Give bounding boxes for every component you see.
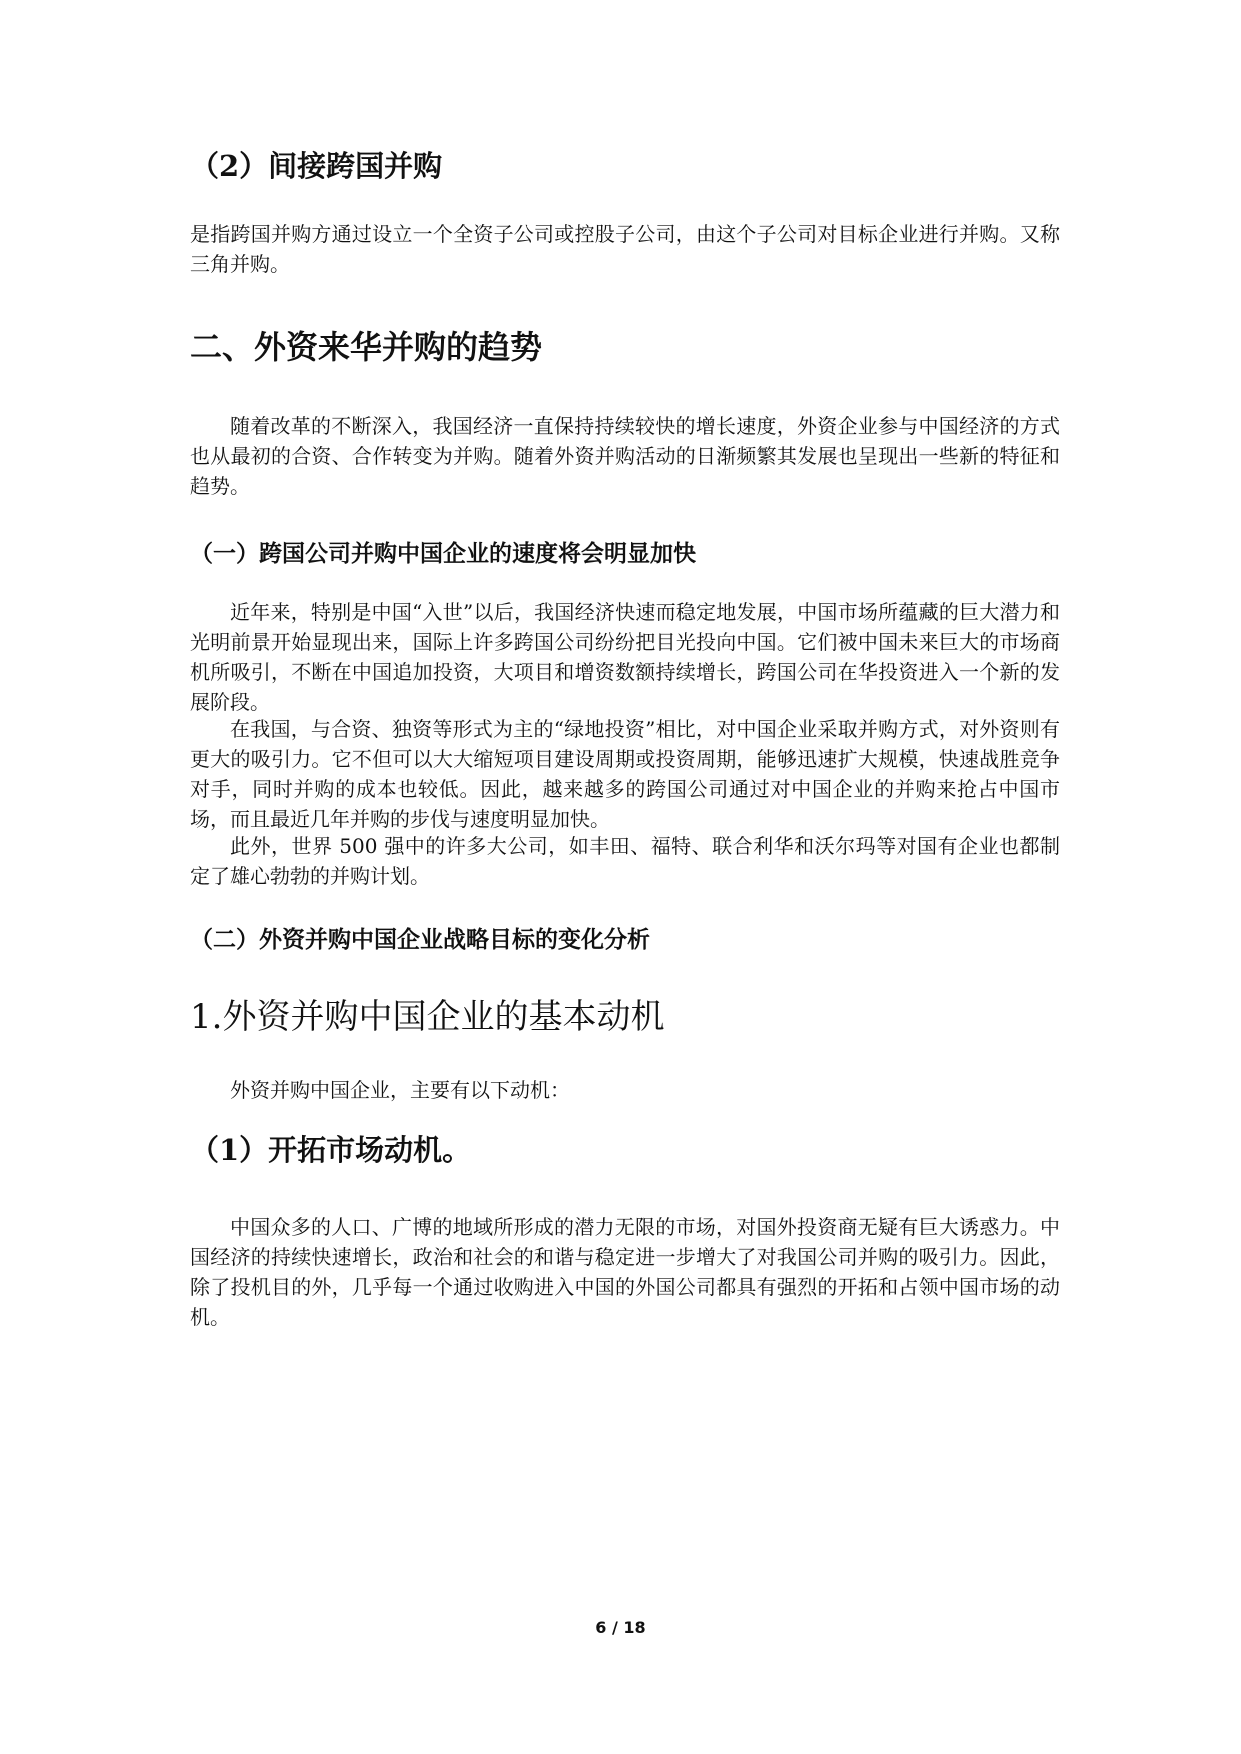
heading-motive: 1.外资并购中国企业的基本动机 <box>190 997 665 1037</box>
paragraph-speed-1: 近年来，特别是中国“入世”以后，我国经济快速而稳定地发展，中国市场所蕴藏的巨大潜力和光明前景开始显现出来，国际上许多跨国公司纷纷把目光投向中国。它们被中国未来巨大的市场商机所吸引，不断在中国追加投资，大项目和增资数额持续增长，跨国公司在华投资进入一个新的发展阶段。 <box>190 600 1060 714</box>
heading-indirect-ma: （2）间接跨国并购 <box>190 149 443 183</box>
paragraph-speed-3: 此外，世界 500 强中的许多大公司，如丰田、福特、联合利华和沃尔玛等对国有企业也都制定了雄心勃勃的并购计划。 <box>190 834 1060 888</box>
heading-market-motive: （1）开拓市场动机。 <box>190 1133 472 1167</box>
heading-speed: （一）跨国公司并购中国企业的速度将会明显加快 <box>190 541 696 567</box>
heading-strategy: （二）外资并购中国企业战略目标的变化分析 <box>190 927 650 953</box>
page-number: 6 / 18 <box>595 1618 646 1637</box>
paragraph-speed-2: 在我国，与合资、独资等形式为主的“绿地投资”相比，对中国企业采取并购方式，对外资则有更大的吸引力。它不但可以大大缩短项目建设周期或投资周期，能够迅速扩大规模，快速战胜竞争对手，同时并购的成本也较低。因此，越来越多的跨国公司通过对中国企业的并购来抢占中国市场，而且最近几年并购的步伐与速度明显加快。 <box>190 717 1060 831</box>
paragraph-trend: 随着改革的不断深入，我国经济一直保持持续较快的增长速度，外资企业参与中国经济的方式也从最初的合资、合作转变为并购。随着外资并购活动的日渐频繁其发展也呈现出一些新的特征和趋势。 <box>190 414 1060 498</box>
paragraph-motive: 外资并购中国企业，主要有以下动机： <box>230 1078 570 1102</box>
paragraph-market-motive: 中国众多的人口、广博的地域所形成的潜力无限的市场，对国外投资商无疑有巨大诱惑力。中国经济的持续快速增长，政治和社会的和谐与稳定进一步增大了对我国公司并购的吸引力。因此，除了投机目的外，几乎每一个通过收购进入中国的外国公司都具有强烈的开拓和占领中国市场的动机。 <box>190 1215 1060 1329</box>
paragraph-indirect-ma: 是指跨国并购方通过设立一个全资子公司或控股子公司，由这个子公司对目标企业进行并购。又称三角并购。 <box>190 222 1060 276</box>
heading-section-trend: 二、外资来华并购的趋势 <box>190 328 543 366</box>
